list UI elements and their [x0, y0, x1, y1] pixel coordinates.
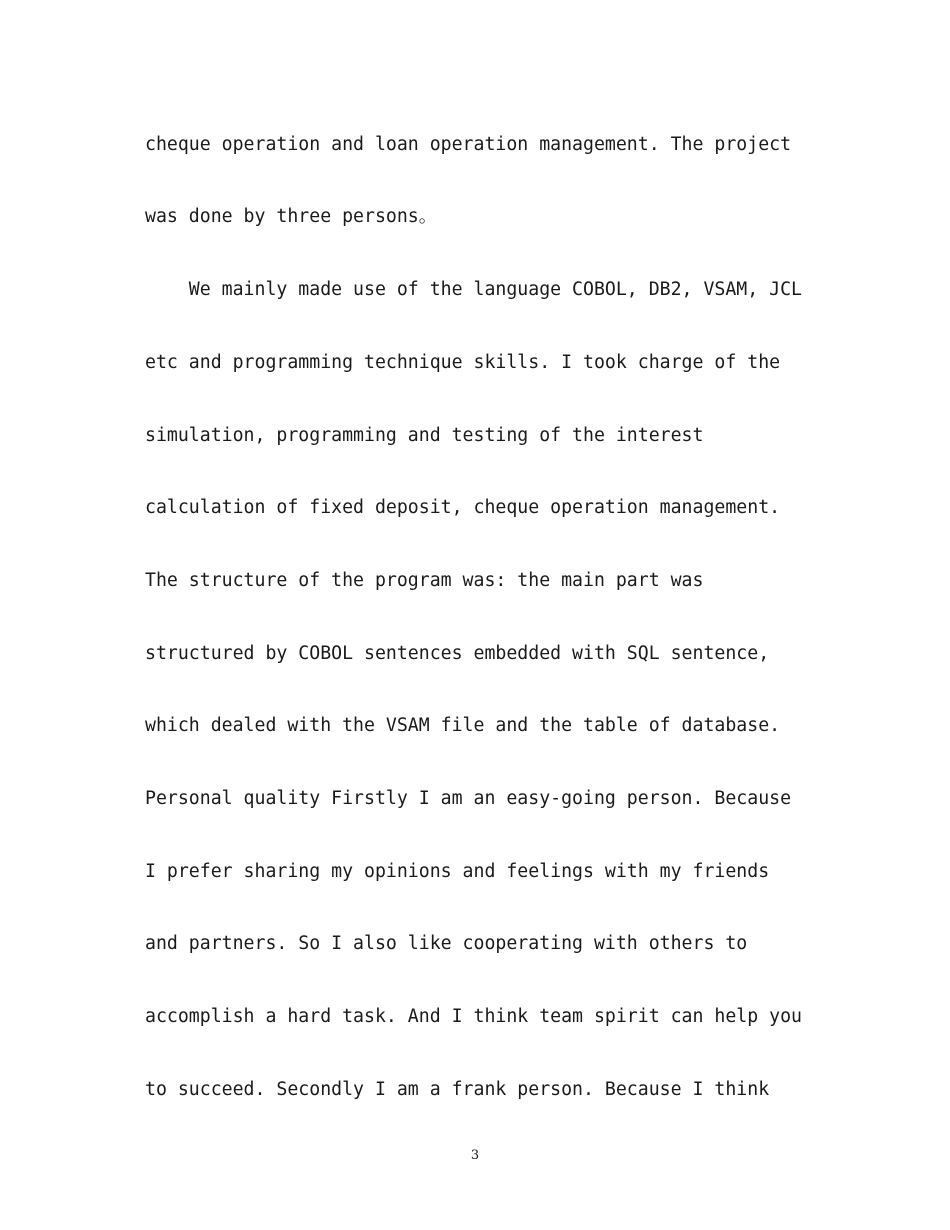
text-line: cheque operation and loan operation management. The project — [145, 134, 792, 155]
text-line: was done by three persons。 — [145, 206, 437, 227]
text-line: calculation of fixed deposit, cheque operation management. — [145, 497, 781, 518]
text-line: etc and programming technique skills. I took charge of the — [145, 352, 781, 373]
page-number: 3 — [470, 1148, 480, 1163]
text-line: accomplish a hard task. And I think team spirit can help you — [145, 1006, 802, 1027]
text-line: which dealed with the VSAM file and the table of database. — [145, 715, 781, 736]
text-line: to succeed. Secondly I am a frank person. Because I think — [145, 1079, 770, 1100]
text-line: structured by COBOL sentences embedded with SQL sentence, — [145, 643, 770, 664]
text-line: I prefer sharing my opinions and feelings with my friends — [145, 861, 770, 882]
text-line: Personal quality Firstly I am an easy-going person. Because — [145, 788, 792, 809]
text-line: simulation, programming and testing of the interest — [145, 425, 704, 446]
text-line: and partners. So I also like cooperating with others to — [145, 933, 748, 954]
text-line: We mainly made use of the language COBOL, DB2, VSAM, JCL — [145, 279, 802, 300]
text-line: The structure of the program was: the main part was — [145, 570, 704, 591]
